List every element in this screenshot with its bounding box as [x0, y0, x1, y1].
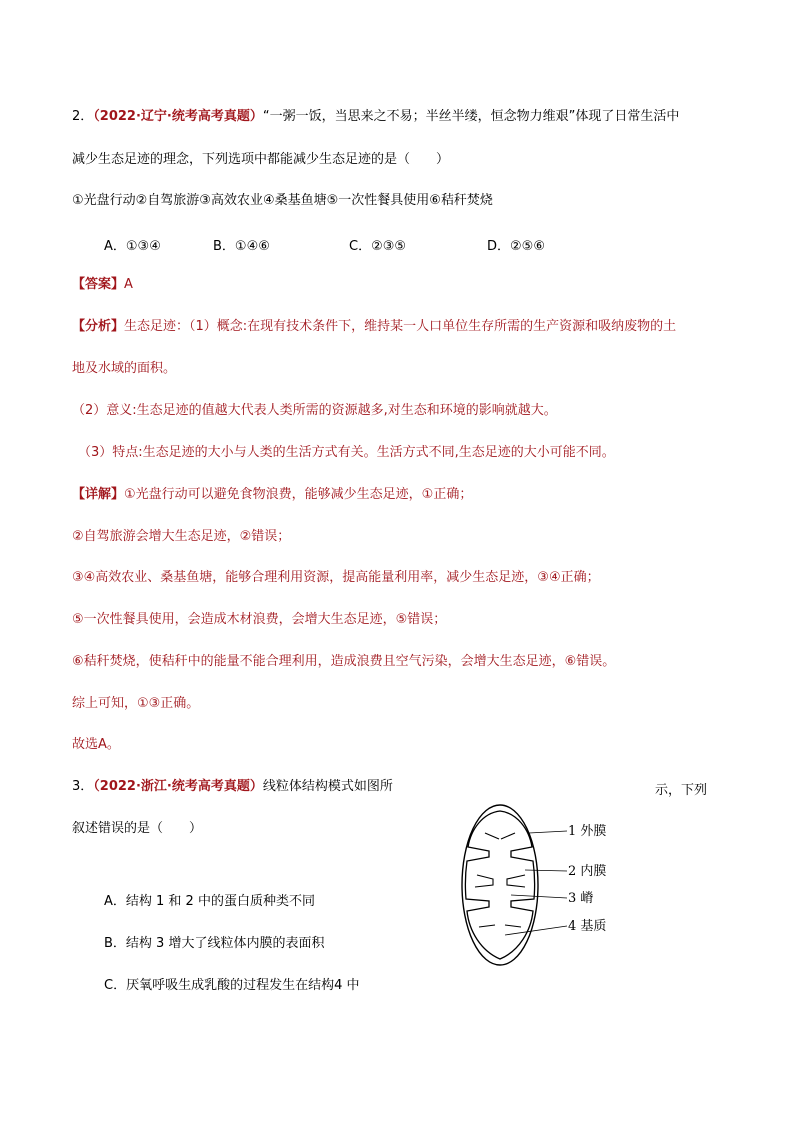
- q2-conclusion: 故选A。: [72, 737, 120, 752]
- q2-analysis-line4: （3）特点:生态足迹的大小与人类的生活方式有关。生活方式不同,生态足迹的大小可能不同。: [78, 445, 615, 460]
- q2-detail-line2: ②自驾旅游会增大生态足迹，②错误；: [72, 529, 291, 544]
- q2-analysis-text1: 生态足迹：（1）概念:在现有技术条件下，维持某一人口单位生存所需的生产资源和吸纳废物的土: [124, 319, 677, 334]
- q2-items: ①光盘行动②自驾旅游③高效农业④桑基鱼塘⑤一次性餐具使用⑥秸秆焚烧: [72, 193, 493, 208]
- q2-stem-line2: 减少生态足迹的理念，下列选项中都能减少生态足迹的是（ ）: [72, 152, 450, 167]
- leader-line-1: [529, 831, 567, 833]
- q2-detail-line5: ⑥秸秆焚烧，使秸秆中的能量不能合理利用，造成浪费且空气污染，会增大生态足迹，⑥错误。: [72, 654, 616, 669]
- q3-option-a: A．结构 1 和 2 中的蛋白质种类不同: [104, 894, 315, 909]
- q2-detail-line1: [72, 487, 472, 503]
- q2-detail-tag: 【详解】: [72, 487, 125, 502]
- q2-summary: 综上可知，①③正确。: [72, 696, 200, 711]
- leader-line-4: [505, 926, 567, 935]
- q3-number: 3．: [72, 779, 94, 794]
- q3-option-c: C．厌氧呼吸生成乳酸的过程发生在结构4 中: [104, 978, 360, 993]
- q2-answer-value: A: [124, 277, 133, 292]
- q2-analysis-line3: （2）意义:生态足迹的值越大代表人类所需的资源越多,对生态和环境的影响就越大。: [72, 403, 557, 418]
- mitochondrion-diagram: [455, 795, 655, 975]
- q3-stem-text: 线粒体结构模式如图所: [262, 779, 393, 794]
- leader-line-2: [525, 870, 567, 871]
- leader-line-3: [511, 895, 567, 898]
- q2-option-c: C．②③⑤: [349, 239, 407, 254]
- q2-detail-line4: ⑤一次性餐具使用，会造成木材浪费，会增大生态足迹，⑤错误；: [72, 612, 447, 627]
- label-inner-membrane: 2 内膜: [568, 864, 607, 879]
- label-outer-membrane: 1 外膜: [568, 824, 607, 839]
- q3-stem-line2: 叙述错误的是（ ）: [72, 821, 203, 836]
- q2-option-d: D．②⑤⑥: [487, 239, 545, 254]
- q2-stem-line1: [72, 109, 679, 125]
- q3-stem-continuation: 示，下列: [655, 783, 708, 798]
- q2-option-a: A．①③④: [104, 239, 161, 254]
- label-cristae: 3 嵴: [568, 891, 594, 906]
- q2-analysis-line1: [72, 319, 676, 335]
- q2-answer-tag: 【答案】: [72, 277, 125, 292]
- q2-stem-text: “一粥一饭，当思来之不易；半丝半缕，恒念物力维艰”体现了日常生活中: [262, 109, 680, 124]
- cristae-fold: [475, 833, 525, 927]
- q2-number: 2．: [72, 109, 94, 124]
- q3-option-b: B．结构 3 增大了线粒体内膜的表面积: [104, 936, 325, 951]
- q2-answer: [72, 277, 133, 293]
- q2-analysis-tag: 【分析】: [72, 319, 125, 334]
- q2-detail-line3: ③④高效农业、桑基鱼塘，能够合理利用资源，提高能量利用率，减少生态足迹，③④正确；: [72, 570, 600, 585]
- q3-source: （2022·浙江·统考高考真题）: [93, 779, 263, 794]
- q3-stem-line1: [72, 779, 393, 795]
- inner-membrane-cristae: [465, 811, 534, 959]
- q2-source: （2022·辽宁·统考高考真题）: [93, 109, 263, 124]
- q2-analysis-line2: 地及水域的面积。: [72, 361, 177, 376]
- q2-option-b: B．①④⑥: [213, 239, 270, 254]
- label-matrix: 4 基质: [568, 919, 607, 934]
- q2-detail-text1: ①光盘行动可以避免食物浪费，能够减少生态足迹，①正确；: [124, 487, 473, 502]
- outer-membrane: [462, 805, 538, 965]
